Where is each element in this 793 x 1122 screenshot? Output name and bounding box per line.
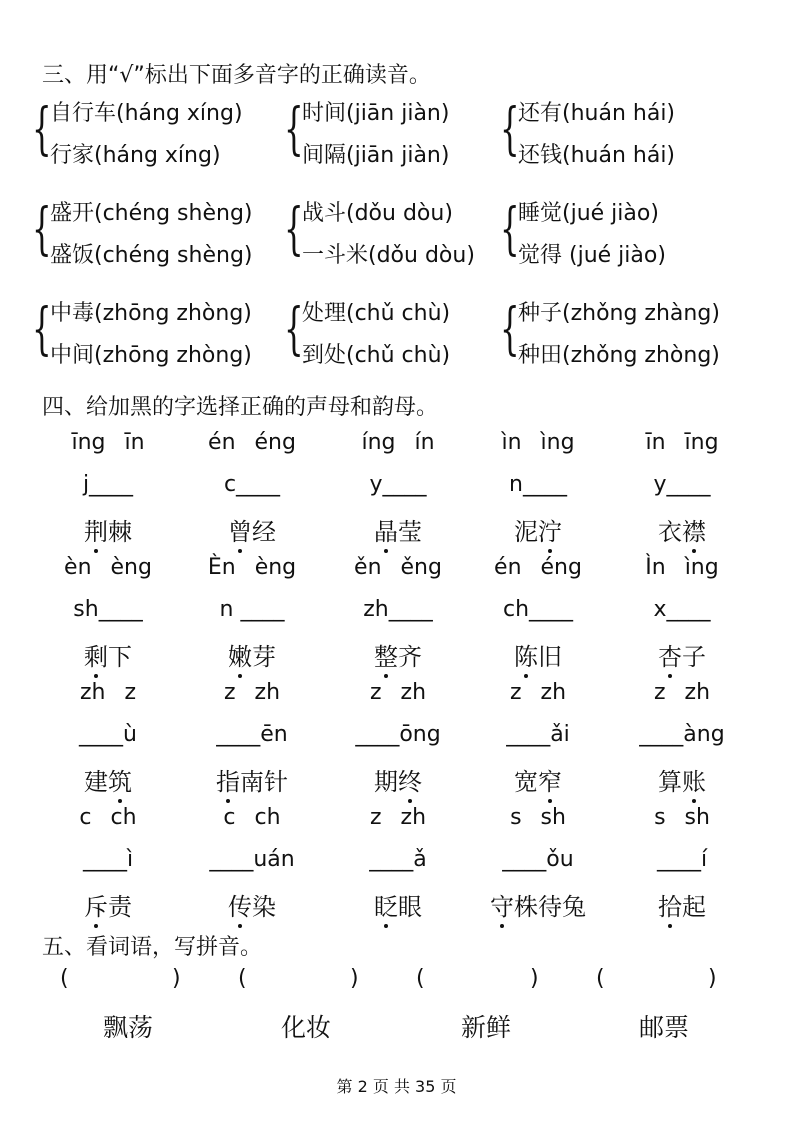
emphasized-character: 整: [374, 637, 398, 672]
polyphone-option[interactable]: 战斗(dǒu dòu): [302, 201, 453, 226]
answer-blank[interactable]: ____ǎ: [369, 847, 427, 872]
word-prefix: 宽: [514, 768, 538, 796]
pinyin-options: ìn ìng: [501, 430, 575, 455]
pinyin-answer-paren-close: ): [708, 966, 717, 991]
pinyin-options: Èn èng: [207, 555, 297, 580]
pinyin-options: c ch: [223, 805, 281, 830]
emphasized-character: 襟: [682, 512, 706, 547]
emphasized-character: 终: [398, 762, 422, 797]
word-suffix: 下: [108, 643, 132, 671]
answer-blank[interactable]: x____: [653, 597, 711, 622]
polyphone-option[interactable]: 还有(huán hái): [518, 101, 676, 126]
pinyin-options: ěn ěng: [354, 555, 442, 580]
pinyin-answer-paren-open[interactable]: (: [60, 966, 69, 991]
emphasized-character: 筑: [108, 762, 132, 797]
emphasized-character: 账: [682, 762, 706, 797]
emphasized-character: 晶: [374, 512, 398, 547]
polyphone-option[interactable]: 盛开(chéng shèng): [50, 201, 253, 226]
answer-blank[interactable]: zh____: [363, 597, 433, 622]
answer-blank[interactable]: sh____: [73, 597, 143, 622]
polyphone-option[interactable]: 睡觉(jué jiào): [518, 201, 659, 226]
vocabulary-word: 新鲜: [460, 1013, 512, 1042]
target-word: [228, 887, 276, 922]
answer-blank[interactable]: ____uán: [209, 847, 295, 872]
word-prefix: 泥: [514, 518, 538, 546]
pinyin-answer-paren-close: ): [530, 966, 539, 991]
target-word: [228, 512, 276, 547]
pinyin-options: īng īn: [71, 430, 145, 455]
emphasized-character: 守: [490, 887, 514, 922]
pinyin-options: én éng: [494, 555, 582, 580]
pinyin-options: íng ín: [361, 430, 435, 455]
brace-symbol: {: [32, 97, 52, 162]
word-suffix: 眼: [398, 893, 422, 921]
pinyin-options: z zh: [223, 680, 281, 705]
polyphone-option[interactable]: 中毒(zhōng zhòng): [50, 301, 252, 326]
target-word: [658, 762, 706, 797]
brace-symbol: {: [284, 197, 304, 262]
pinyin-options: z zh: [653, 680, 711, 705]
pinyin-answer-paren-close: ): [172, 966, 181, 991]
answer-blank[interactable]: ch____: [502, 597, 574, 622]
polyphone-option[interactable]: 种田(zhǒng zhòng): [518, 343, 720, 368]
word-suffix: 子: [682, 643, 706, 671]
answer-blank[interactable]: ____ēn: [216, 722, 288, 747]
target-word: [658, 887, 706, 922]
target-word: [216, 762, 288, 797]
emphasized-character: 斥: [84, 887, 108, 922]
answer-blank[interactable]: j____: [82, 472, 134, 497]
target-word: [84, 512, 132, 547]
target-word: [490, 887, 586, 922]
brace-symbol: {: [32, 297, 52, 362]
emphasized-character: 拾: [658, 887, 682, 922]
word-suffix: 株待兔: [514, 893, 586, 921]
target-word: [84, 887, 132, 922]
pinyin-options: s sh: [510, 805, 566, 830]
polyphone-option[interactable]: 觉得 (jué jiào): [518, 243, 666, 268]
emphasized-character: 曾: [228, 512, 252, 547]
word-suffix: 南针: [240, 768, 288, 796]
polyphone-option[interactable]: 时间(jiān jiàn): [302, 101, 450, 126]
polyphone-option[interactable]: 处理(chǔ chù): [302, 301, 451, 326]
answer-blank[interactable]: y____: [653, 472, 711, 497]
answer-blank[interactable]: n ____: [219, 597, 285, 622]
polyphone-option[interactable]: 到处(chǔ chù): [302, 343, 451, 368]
target-word: [374, 512, 422, 547]
target-word: [84, 762, 132, 797]
answer-blank[interactable]: ____ōng: [355, 722, 441, 747]
emphasized-character: 窄: [538, 762, 562, 797]
pinyin-options: èn èng: [64, 555, 152, 580]
polyphone-option[interactable]: 自行车(háng xíng): [50, 101, 243, 126]
word-suffix: 染: [252, 893, 276, 921]
answer-blank[interactable]: y____: [369, 472, 427, 497]
emphasized-character: 杏: [658, 637, 682, 672]
word-prefix: 衣: [658, 518, 682, 546]
word-suffix: 经: [252, 518, 276, 546]
pinyin-answer-paren-open[interactable]: (: [416, 966, 425, 991]
emphasized-character: 剩: [84, 637, 108, 672]
answer-blank[interactable]: n____: [509, 472, 567, 497]
polyphone-option[interactable]: 一斗米(dǒu dòu): [302, 243, 475, 268]
vocabulary-word: 飘荡: [102, 1013, 154, 1042]
polyphone-option[interactable]: 种子(zhǒng zhàng): [518, 301, 720, 326]
word-suffix: 起: [682, 893, 706, 921]
emphasized-character: 传: [228, 887, 252, 922]
pinyin-options: én éng: [208, 430, 296, 455]
word-prefix: 期: [374, 768, 398, 796]
polyphone-option[interactable]: 盛饭(chéng shèng): [50, 243, 253, 268]
polyphone-option[interactable]: 行家(háng xíng): [50, 143, 221, 168]
pinyin-answer-paren-close: ): [350, 966, 359, 991]
polyphone-option[interactable]: 中间(zhōng zhòng): [50, 343, 252, 368]
target-word: [514, 637, 562, 672]
emphasized-character: 陈: [514, 637, 538, 672]
answer-blank[interactable]: ____í: [656, 847, 708, 872]
target-word: [84, 637, 132, 672]
polyphone-option[interactable]: 还钱(huán hái): [518, 143, 676, 168]
answer-blank[interactable]: ____ù: [79, 722, 137, 747]
pinyin-answer-paren-open[interactable]: (: [238, 966, 247, 991]
word-suffix: 莹: [398, 518, 422, 546]
brace-symbol: {: [284, 97, 304, 162]
answer-blank[interactable]: c____: [223, 472, 281, 497]
pinyin-options: īn īng: [645, 430, 719, 455]
word-suffix: 责: [108, 893, 132, 921]
emphasized-character: 眨: [374, 887, 398, 922]
brace-symbol: {: [284, 297, 304, 362]
target-word: [374, 762, 422, 797]
word-suffix: 芽: [252, 643, 276, 671]
pinyin-answer-paren-open[interactable]: (: [596, 966, 605, 991]
target-word: [374, 637, 422, 672]
word-prefix: 算: [658, 768, 682, 796]
target-word: [658, 512, 706, 547]
pinyin-options: z zh: [369, 680, 427, 705]
brace-symbol: {: [500, 297, 520, 362]
vocabulary-word: 化妆: [280, 1013, 332, 1042]
target-word: [514, 762, 562, 797]
answer-blank[interactable]: ____ǎi: [506, 722, 570, 747]
emphasized-character: 嫩: [228, 637, 252, 672]
polyphone-option[interactable]: 间隔(jiān jiàn): [302, 143, 450, 168]
answer-blank[interactable]: ____àng: [639, 722, 725, 747]
target-word: [228, 637, 276, 672]
emphasized-character: 泞: [538, 512, 562, 547]
pinyin-options: s sh: [654, 805, 710, 830]
brace-symbol: {: [500, 97, 520, 162]
pinyin-options: Ìn ìng: [645, 555, 719, 580]
emphasized-character: 指: [216, 762, 240, 797]
emphasized-character: 荆: [84, 512, 108, 547]
section4-title: 四、给加黑的字选择正确的声母和韵母。: [42, 395, 439, 420]
section5-title: 五、看词语，写拼音。: [42, 935, 263, 960]
word-suffix: 旧: [538, 643, 562, 671]
pinyin-options: zh z: [79, 680, 137, 705]
vocabulary-word: 邮票: [638, 1013, 690, 1042]
answer-blank[interactable]: ____ì: [82, 847, 134, 872]
pinyin-options: z zh: [369, 805, 427, 830]
page-footer: 第 2 页 共 35 页: [336, 1077, 457, 1096]
target-word: [374, 887, 422, 922]
word-suffix: 棘: [108, 518, 132, 546]
answer-blank[interactable]: ____ǒu: [502, 847, 574, 872]
brace-symbol: {: [32, 197, 52, 262]
word-suffix: 齐: [398, 643, 422, 671]
brace-symbol: {: [500, 197, 520, 262]
section3-title: 三、用“√”标出下面多音字的正确读音。: [42, 63, 431, 88]
target-word: [658, 637, 706, 672]
pinyin-options: z zh: [509, 680, 567, 705]
target-word: [514, 512, 562, 547]
pinyin-options: c ch: [79, 805, 137, 830]
word-prefix: 建: [84, 768, 108, 796]
